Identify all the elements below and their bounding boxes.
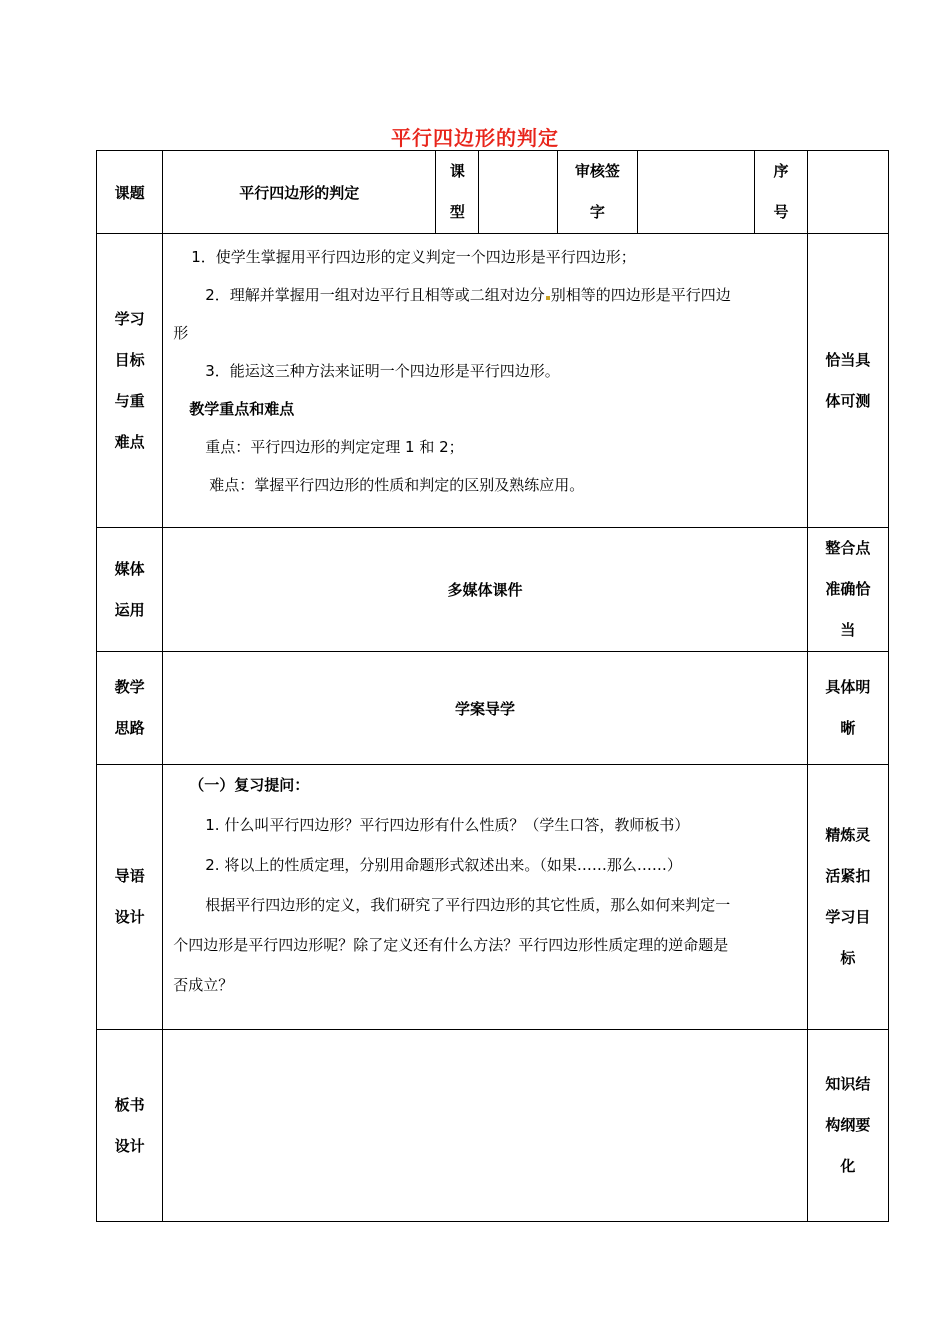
focus-heading: 教学重点和难点: [189, 400, 295, 418]
intro-paragraph-line-2: 个四边形是平行四边形呢？除了定义还有什么方法？平行四边形性质定理的逆命题是: [173, 936, 729, 954]
media-value: 多媒体课件: [163, 528, 807, 652]
goal-item-3: 3．能运这三种方法来证明一个四边形是平行四边形。: [205, 362, 560, 380]
approach-value: 学案导学: [163, 652, 807, 765]
intro-label: 导语 设计: [97, 765, 163, 1030]
topic-value: 平行四边形的判定: [163, 151, 436, 234]
goals-content: [163, 234, 807, 528]
goal-item-2: 2．理解并掌握用一组对边平行且相等或二组对边分 别相等的四边形是平行四边: [205, 286, 731, 304]
review-value: [638, 151, 755, 234]
board-note: 知识结 构纲要 化: [807, 1030, 888, 1222]
board-row: [97, 1030, 889, 1222]
intro-content: [163, 765, 807, 1030]
difficulty-text: 难点：掌握平行四边形的性质和判定的区别及熟练应用。: [209, 476, 585, 494]
topic-label: 课题: [97, 151, 163, 234]
board-label: 板书 设计: [97, 1030, 163, 1222]
intro-paragraph-line-3: 否成立？: [173, 976, 234, 994]
header-row: [97, 151, 889, 234]
media-note: 整合点 准确恰 当: [807, 528, 888, 652]
intro-note: 精炼灵 活紧扣 学习目 标: [807, 765, 888, 1030]
highlight-mark: [546, 296, 550, 300]
media-label: 媒体 运用: [97, 528, 163, 652]
type-value: [479, 151, 557, 234]
goals-row: [97, 234, 889, 528]
review-label: 审核签 字: [557, 151, 637, 234]
approach-note: 具体明 晰: [807, 652, 888, 765]
approach-row: [97, 652, 889, 765]
page-title: 平行四边形的判定: [391, 126, 559, 150]
board-content: [163, 1030, 807, 1222]
intro-paragraph-line-1: 根据平行四边形的定义，我们研究了平行四边形的其它性质，那么如何来判定一: [205, 896, 731, 914]
seq-label: 序 号: [755, 151, 807, 234]
lesson-plan-table: [96, 150, 889, 1222]
media-row: [97, 528, 889, 652]
type-label: 课 型: [436, 151, 479, 234]
review-heading: （一）复习提问：: [189, 776, 310, 794]
review-question-2: 2. 将以上的性质定理，分别用命题形式叙述出来。（如果……那么……）: [205, 856, 682, 874]
seq-value: [807, 151, 888, 234]
approach-label: 教学 思路: [97, 652, 163, 765]
goals-label: 学习 目标 与重 难点: [97, 234, 163, 528]
goal-item-2-cont: 形: [173, 324, 189, 342]
goal-item-1: 1．使学生掌握用平行四边形的定义判定一个四边形是平行四边形；: [191, 248, 636, 266]
goals-note: 恰当具 体可测: [807, 234, 888, 528]
review-question-1: 1. 什么叫平行四边形？平行四边形有什么性质？（学生口答，教师板书）: [205, 816, 690, 834]
intro-row: [97, 765, 889, 1030]
focus-text: 重点：平行四边形的判定定理 1 和 2；: [205, 438, 464, 456]
